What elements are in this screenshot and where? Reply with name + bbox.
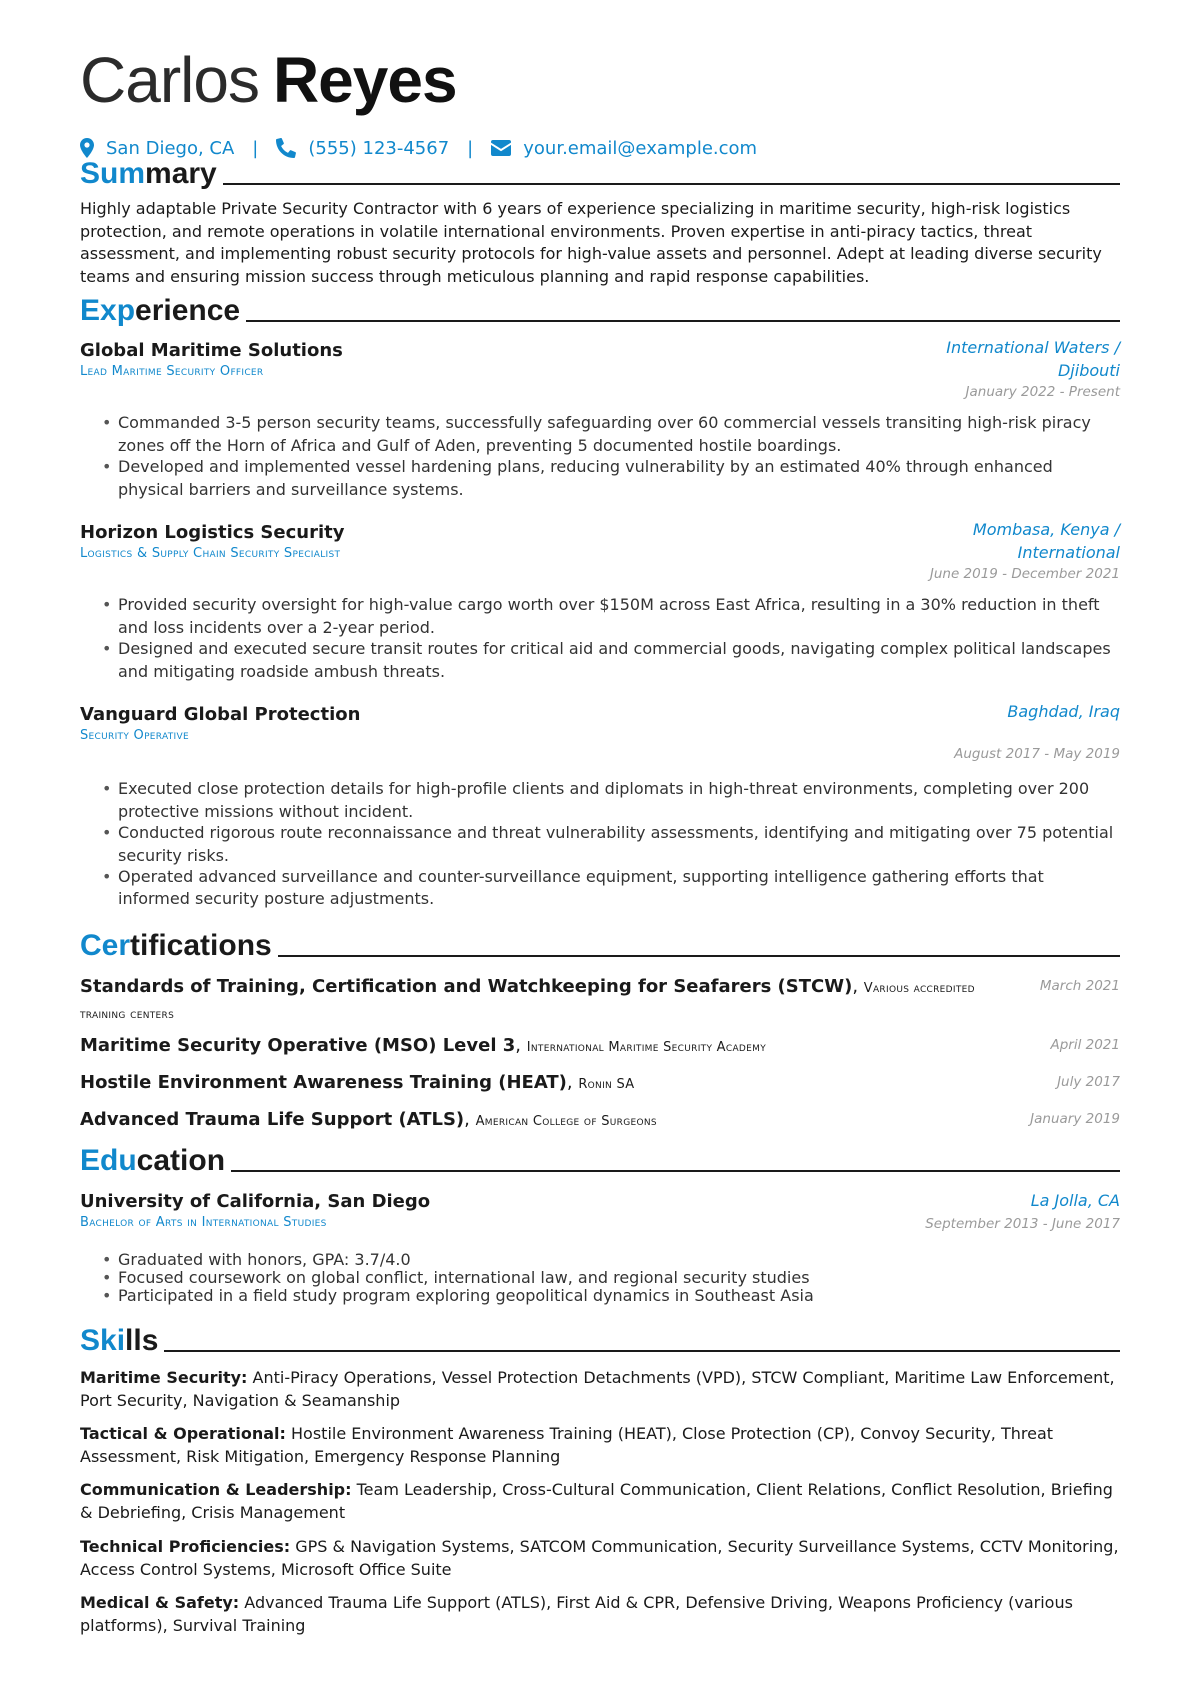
list-item: • Conducted rigorous route reconnaissance and threat vulnerability assessments, identifying and mitigating over 75 potential security risks. — [102, 822, 1120, 867]
job-role: Logistics & Supply Chain Security Specialist — [80, 546, 341, 561]
skill-category: Tactical & Operational: — [80, 1424, 286, 1443]
section-rule — [223, 183, 1120, 185]
section-rule — [164, 1350, 1120, 1352]
section-summary-heading — [80, 156, 1120, 192]
certification-name: Maritime Security Operative (MSO) Level 3 — [80, 1035, 516, 1056]
section-title: Education — [80, 1144, 226, 1177]
job-location: Baghdad, Iraq — [1007, 702, 1120, 721]
certification-item: Hostile Environment Awareness Training (HEAT), Ronin SA — [80, 1072, 635, 1093]
map-pin-icon — [80, 138, 94, 158]
list-item: • Graduated with honors, GPA: 3.7/4.0 — [102, 1250, 1120, 1270]
skill-category: Technical Proficiencies: — [80, 1537, 291, 1556]
email-text: your.email@example.com — [523, 137, 758, 159]
resume-page — [80, 0, 1120, 1683]
list-item: • Focused coursework on global conflict, international law, and regional security studies — [102, 1268, 1120, 1288]
skill-list: GPS & Navigation Systems, SATCOM Communication, Security Surveillance Systems, CCTV Monitoring, Access Control Systems, Microsoft Office Suite — [80, 1537, 1119, 1579]
job-role: Lead Maritime Security Officer — [80, 364, 264, 379]
list-item: • Designed and executed secure transit routes for critical aid and commercial goods, navigating complex political landscapes and mitigating roadside ambush threats. — [102, 638, 1120, 683]
first-name: Carlos — [80, 44, 259, 116]
skill-group — [80, 1423, 1120, 1468]
phone-text: (555) 123-4567 — [308, 137, 450, 159]
section-certifications-heading — [80, 928, 1120, 964]
phone-icon — [276, 138, 296, 158]
skill-category: Maritime Security: — [80, 1368, 248, 1387]
list-item: • Operated advanced surveillance and counter-surveillance equipment, supporting intelligence gathering efforts that informed security posture adjustments. — [102, 866, 1120, 911]
list-item: • Participated in a field study program exploring geopolitical dynamics in Southeast Asia — [102, 1286, 1120, 1306]
list-item: • Executed close protection details for high-profile clients and diplomats in high-threat environments, completing over 200 protective missions without incident. — [102, 778, 1120, 823]
section-title: Certifications — [80, 929, 272, 962]
summary-text: Highly adaptable Private Security Contractor with 6 years of experience specializing in maritime security, high-risk logistics protection, and remote operations in volatile international environments. Proven expertise in anti-piracy tactics, threat assessment, and implementing robust security protocols for high-value assets and personnel. Adept at leading diverse security teams and ensuring mission success through meticulous planning and rapid response capabilities. — [80, 199, 1102, 287]
section-title: Summary — [80, 157, 217, 190]
job-bullets — [102, 412, 1120, 500]
section-title: Experience — [80, 294, 241, 327]
skill-group — [80, 1367, 1120, 1412]
list-item: • Commanded 3-5 person security teams, successfully safeguarding over 60 commercial vessels transiting high-risk piracy zones off the Horn of Africa and Gulf of Aden, preventing 5 documented hostile boardings. — [102, 412, 1120, 457]
envelope-icon — [491, 140, 511, 156]
contact-separator: | — [467, 137, 474, 159]
skill-group — [80, 1479, 1120, 1524]
section-title: Skills — [80, 1324, 159, 1357]
location-text: San Diego, CA — [106, 137, 235, 159]
degree-name: Bachelor of Arts in International Studies — [80, 1215, 327, 1230]
list-item: • Developed and implemented vessel hardening plans, reducing vulnerability by an estimated 40% through enhanced physical barriers and surveillance systems. — [102, 456, 1120, 501]
school-location: La Jolla, CA — [1030, 1191, 1120, 1210]
job-bullets — [102, 594, 1120, 682]
last-name: Reyes — [272, 44, 457, 116]
section-rule — [246, 320, 1120, 322]
skill-list: Hostile Environment Awareness Training (HEAT), Close Protection (CP), Convoy Security, Threat Assessment, Risk Mitigation, Emergency Response Planning — [80, 1424, 1054, 1466]
certification-issuer: American College of Surgeons — [475, 1114, 657, 1129]
skill-list: Anti-Piracy Operations, Vessel Protection Detachments (VPD), STCW Compliant, Maritime Law Enforcement, Port Security, Navigation & Seamanship — [80, 1368, 1115, 1410]
section-rule — [231, 1170, 1120, 1172]
certification-issuer: Various accredited training centers — [80, 981, 975, 1022]
section-experience-heading — [80, 293, 1120, 329]
job-organization: Global Maritime Solutions — [80, 340, 343, 361]
job-role: Security Operative — [80, 728, 189, 743]
section-skills-heading — [80, 1323, 1120, 1359]
job-location: Mombasa, Kenya / International — [972, 520, 1120, 562]
education-dates: September 2013 - June 2017 — [925, 1216, 1120, 1232]
education-bullets — [102, 1250, 1120, 1304]
section-rule — [278, 955, 1120, 957]
job-bullets — [102, 778, 1120, 909]
skill-group — [80, 1592, 1120, 1637]
certification-name: Standards of Training, Certification and Watchkeeping for Seafarers (STCW) — [80, 976, 853, 997]
job-dates: June 2019 - December 2021 — [929, 566, 1120, 582]
skill-group — [80, 1536, 1120, 1581]
skill-category: Communication & Leadership: — [80, 1480, 352, 1499]
job-dates: January 2022 - Present — [965, 384, 1120, 400]
certification-issuer: International Maritime Security Academy — [526, 1040, 766, 1055]
contact-separator: | — [252, 137, 259, 159]
certification-date: March 2021 — [1039, 978, 1120, 994]
skill-list: Advanced Trauma Life Support (ATLS), First Aid & CPR, Defensive Driving, Weapons Proficiency (various platforms), Survival Training — [80, 1593, 1073, 1635]
school-name: University of California, San Diego — [80, 1191, 431, 1212]
job-organization: Horizon Logistics Security — [80, 522, 345, 543]
list-item: • Provided security oversight for high-value cargo worth over $150M across East Africa, resulting in a 30% reduction in theft and loss incidents over a 2-year period. — [102, 594, 1120, 639]
candidate-name — [80, 42, 457, 119]
certification-date: July 2017 — [1057, 1074, 1120, 1090]
certification-date: April 2021 — [1050, 1037, 1120, 1053]
skill-list: Team Leadership, Cross-Cultural Communication, Client Relations, Conflict Resolution, Briefing & Debriefing, Crisis Management — [80, 1480, 1113, 1522]
certification-name: Hostile Environment Awareness Training (HEAT) — [80, 1072, 567, 1093]
certification-date: January 2019 — [1030, 1111, 1120, 1127]
job-organization: Vanguard Global Protection — [80, 704, 361, 725]
certification-item: Maritime Security Operative (MSO) Level 3, International Maritime Security Academy — [80, 1035, 766, 1056]
skill-category: Medical & Safety: — [80, 1593, 240, 1612]
certification-item: Standards of Training, Certification and Watchkeeping for Seafarers (STCW), Various accredited training centers — [80, 976, 975, 1022]
certification-item: Advanced Trauma Life Support (ATLS), American College of Surgeons — [80, 1109, 657, 1130]
job-dates: August 2017 - May 2019 — [954, 746, 1120, 762]
job-location: International Waters / Djibouti — [946, 338, 1120, 380]
certification-issuer: Ronin SA — [578, 1077, 635, 1092]
section-education-heading — [80, 1143, 1120, 1179]
certification-name: Advanced Trauma Life Support (ATLS) — [80, 1109, 465, 1130]
